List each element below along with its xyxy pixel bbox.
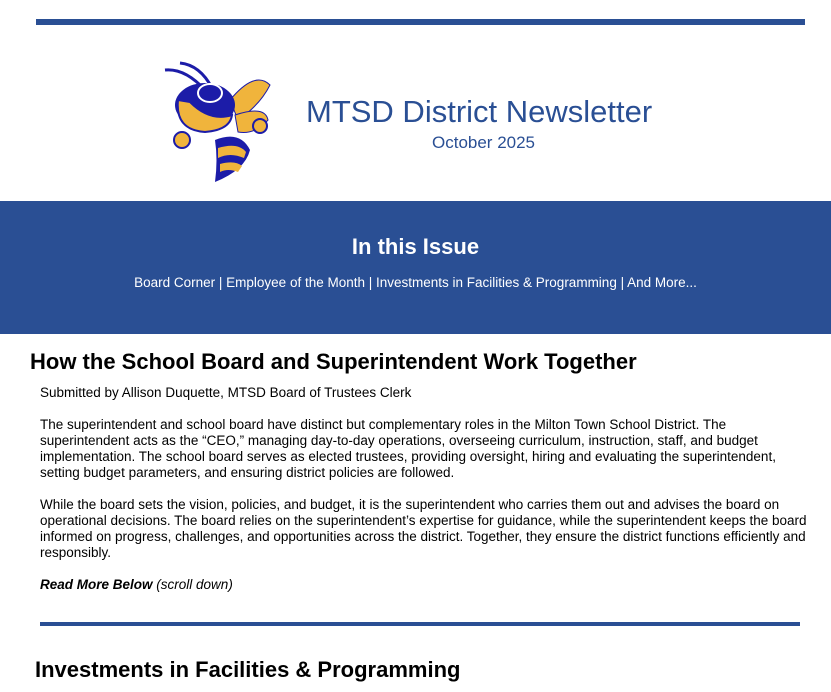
article-body <box>40 385 810 609</box>
newsletter-date: October 2025 <box>432 133 536 152</box>
in-this-issue-banner <box>0 201 831 334</box>
read-more-note: (scroll down) <box>156 577 233 592</box>
read-more <box>40 577 810 593</box>
section-title: Investments in Facilities & Programming <box>35 657 461 682</box>
read-more-label: Read More Below <box>40 577 153 592</box>
article-paragraph: The superintendent and school board have distinct but complementary roles in the Milton Town School District. The superintendent acts as the “CEO,” managing day-to-day operations, overseeing curriculum, instruction, staff, and budget implementation. The school board serves as elected trustees, providing oversight, hiring and evaluating the superintendent, setting budget parameters, and ensuring district policies are followed. <box>40 417 776 480</box>
banner-topics: Board Corner | Employee of the Month | Investments in Facilities & Programming | And More... <box>134 275 697 290</box>
article-paragraph: While the board sets the vision, policies, and budget, it is the superintendent who carries them out and advises the board on operational decisions. The board relies on the superintendent’s expertise for guidance, while the superintendent keeps the board informed on progress, challenges, and opportunities across the district. Together, they ensure the district functions efficiently and responsibly. <box>40 497 807 560</box>
section-divider <box>40 622 800 626</box>
newsletter-title: MTSD District Newsletter <box>306 94 653 129</box>
article-title: How the School Board and Superintendent Work Together <box>30 349 637 374</box>
article-byline: Submitted by Allison Duquette, MTSD Board of Trustees Clerk <box>40 385 412 400</box>
banner-heading: In this Issue <box>351 234 480 259</box>
top-divider <box>36 19 805 25</box>
yellow-jacket-logo <box>160 60 280 185</box>
